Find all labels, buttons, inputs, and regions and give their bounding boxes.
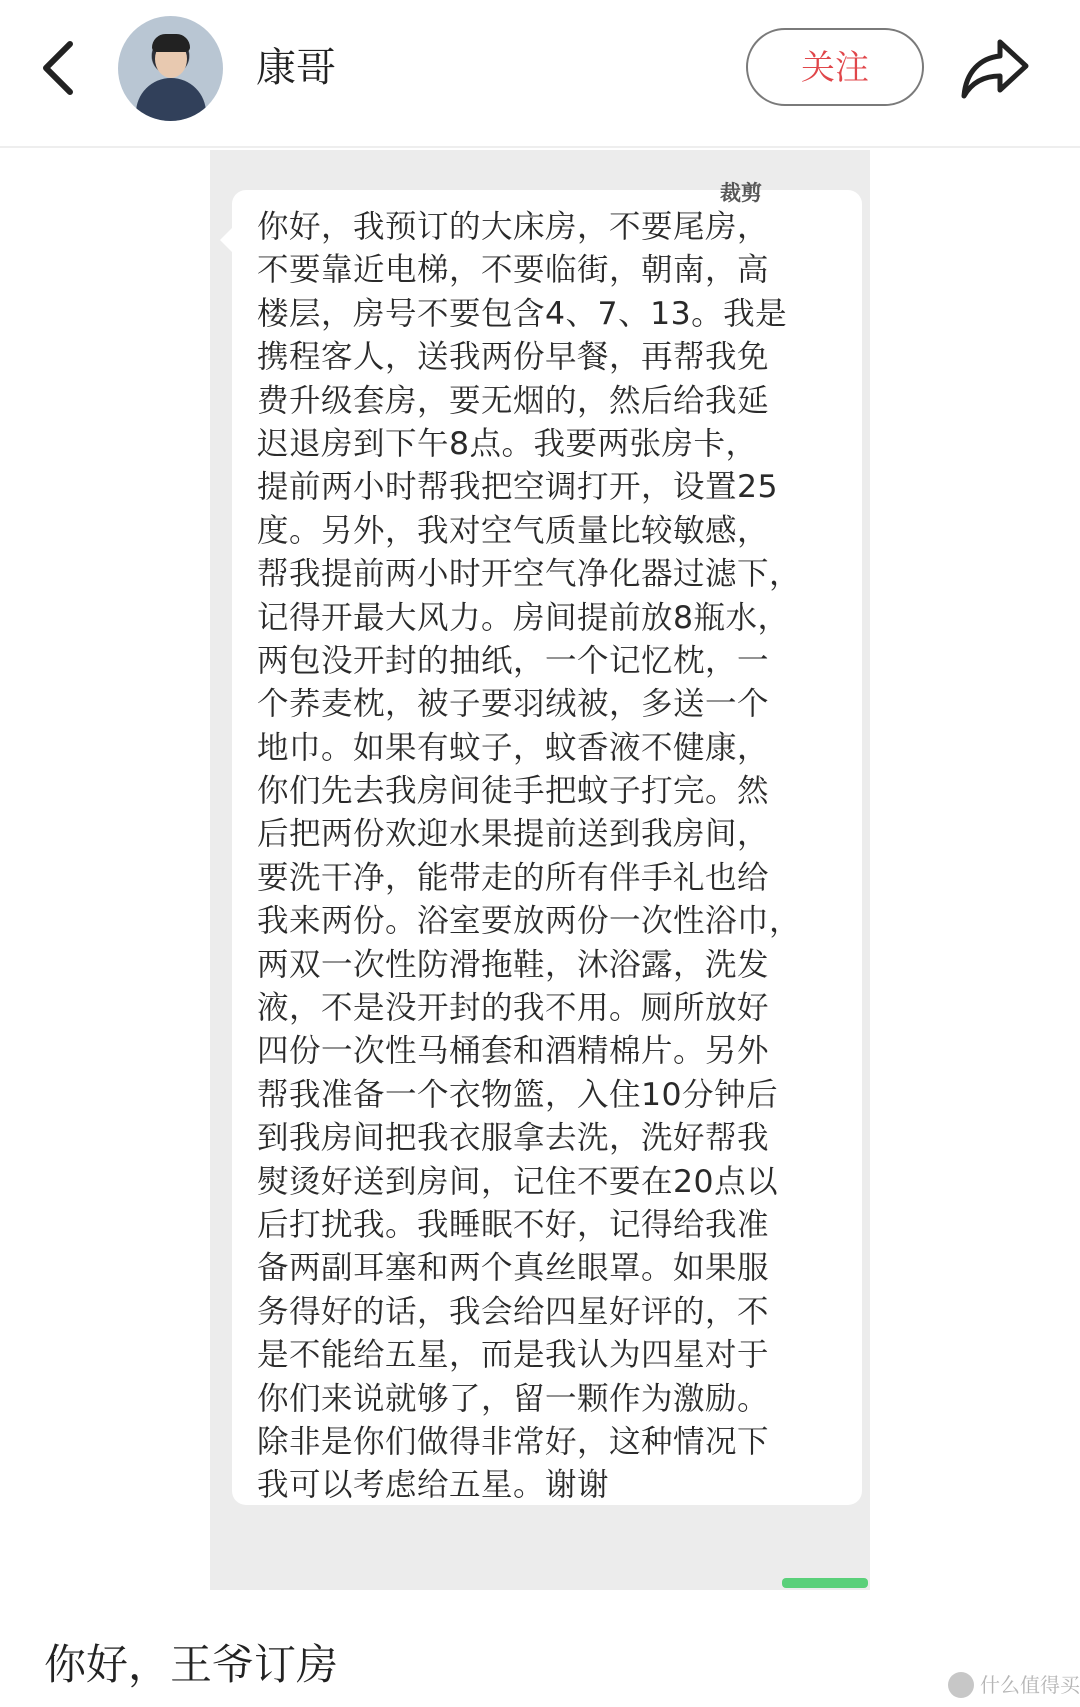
watermark-logo-icon	[948, 1672, 974, 1698]
message-line: 后把两份欢迎水果提前送到我房间，	[257, 816, 770, 853]
message-line: 务得好的话，我会给四星好评的，不	[257, 1293, 770, 1330]
message-line: 到我房间把我衣服拿去洗，洗好帮我	[257, 1120, 770, 1157]
user-name[interactable]: 康哥	[256, 45, 336, 91]
message-line: 你好，我预订的大床房，不要尾房，	[257, 209, 770, 245]
message-line: 两包没开封的抽纸，一个记忆枕，一	[257, 642, 770, 679]
message-line: 是不能给五星，而是我认为四星对于	[257, 1337, 770, 1374]
message-line: 我可以考虑给五星。谢谢	[257, 1467, 610, 1504]
header-divider	[0, 146, 1080, 148]
message-line: 度。另外，我对空气质量比较敏感，	[257, 512, 770, 549]
message-line: 提前两小时帮我把空调打开，设置25	[257, 469, 779, 506]
avatar[interactable]	[118, 16, 223, 121]
message-line: 熨烫好送到房间，记住不要在20点以	[257, 1163, 779, 1200]
share-icon[interactable]	[960, 36, 1030, 102]
message-text	[257, 206, 837, 1508]
avatar-body	[136, 78, 206, 121]
watermark-text: 什么值得买	[980, 1673, 1080, 1697]
message-line: 要洗干净，能带走的所有伴手礼也给	[257, 859, 770, 896]
message-line: 你们先去我房间徒手把蚊子打完。然	[257, 773, 770, 810]
message-line: 你们来说就够了，留一颗作为激励。	[257, 1380, 770, 1417]
message-line: 两双一次性防滑拖鞋，沐浴露，洗发	[257, 946, 770, 983]
message-line: 后打扰我。我睡眠不好，记得给我准	[257, 1206, 770, 1243]
message-line: 迟退房到下午8点。我要两张房卡，	[257, 425, 758, 462]
message-line: 携程客人，送我两份早餐，再帮我免	[257, 339, 770, 376]
follow-button[interactable]: 关注	[746, 28, 924, 106]
crop-label[interactable]: 裁剪	[720, 181, 762, 205]
message-line: 个荞麦枕，被子要羽绒被，多送一个	[257, 686, 770, 723]
message-line: 费升级套房，要无烟的，然后给我延	[257, 382, 770, 419]
message-line: 除非是你们做得非常好，这种情况下	[257, 1423, 770, 1460]
message-line: 地巾。如果有蚊子，蚊香液不健康，	[257, 729, 770, 766]
back-arrow-icon[interactable]	[36, 36, 84, 100]
post-caption: 你好，王爷订房	[44, 1640, 339, 1689]
avatar-hair	[152, 34, 190, 52]
message-line: 楼层，房号不要包含4、7、13。我是	[257, 295, 788, 332]
top-bar	[0, 0, 1080, 146]
message-line: 我来两份。浴室要放两份一次性浴巾，	[257, 903, 802, 940]
message-line: 不要靠近电梯，不要临街，朝南，高	[257, 252, 770, 289]
message-line: 液，不是没开封的我不用。厕所放好	[257, 990, 770, 1027]
green-bar	[782, 1578, 868, 1588]
message-line: 记得开最大风力。房间提前放8瓶水，	[257, 599, 790, 636]
message-line: 四份一次性马桶套和酒精棉片。另外	[257, 1033, 770, 1070]
message-line: 帮我准备一个衣物篮，入住10分钟后	[257, 1076, 779, 1113]
message-line: 帮我提前两小时开空气净化器过滤下，	[257, 556, 802, 593]
message-line: 备两副耳塞和两个真丝眼罩。如果服	[257, 1250, 770, 1287]
